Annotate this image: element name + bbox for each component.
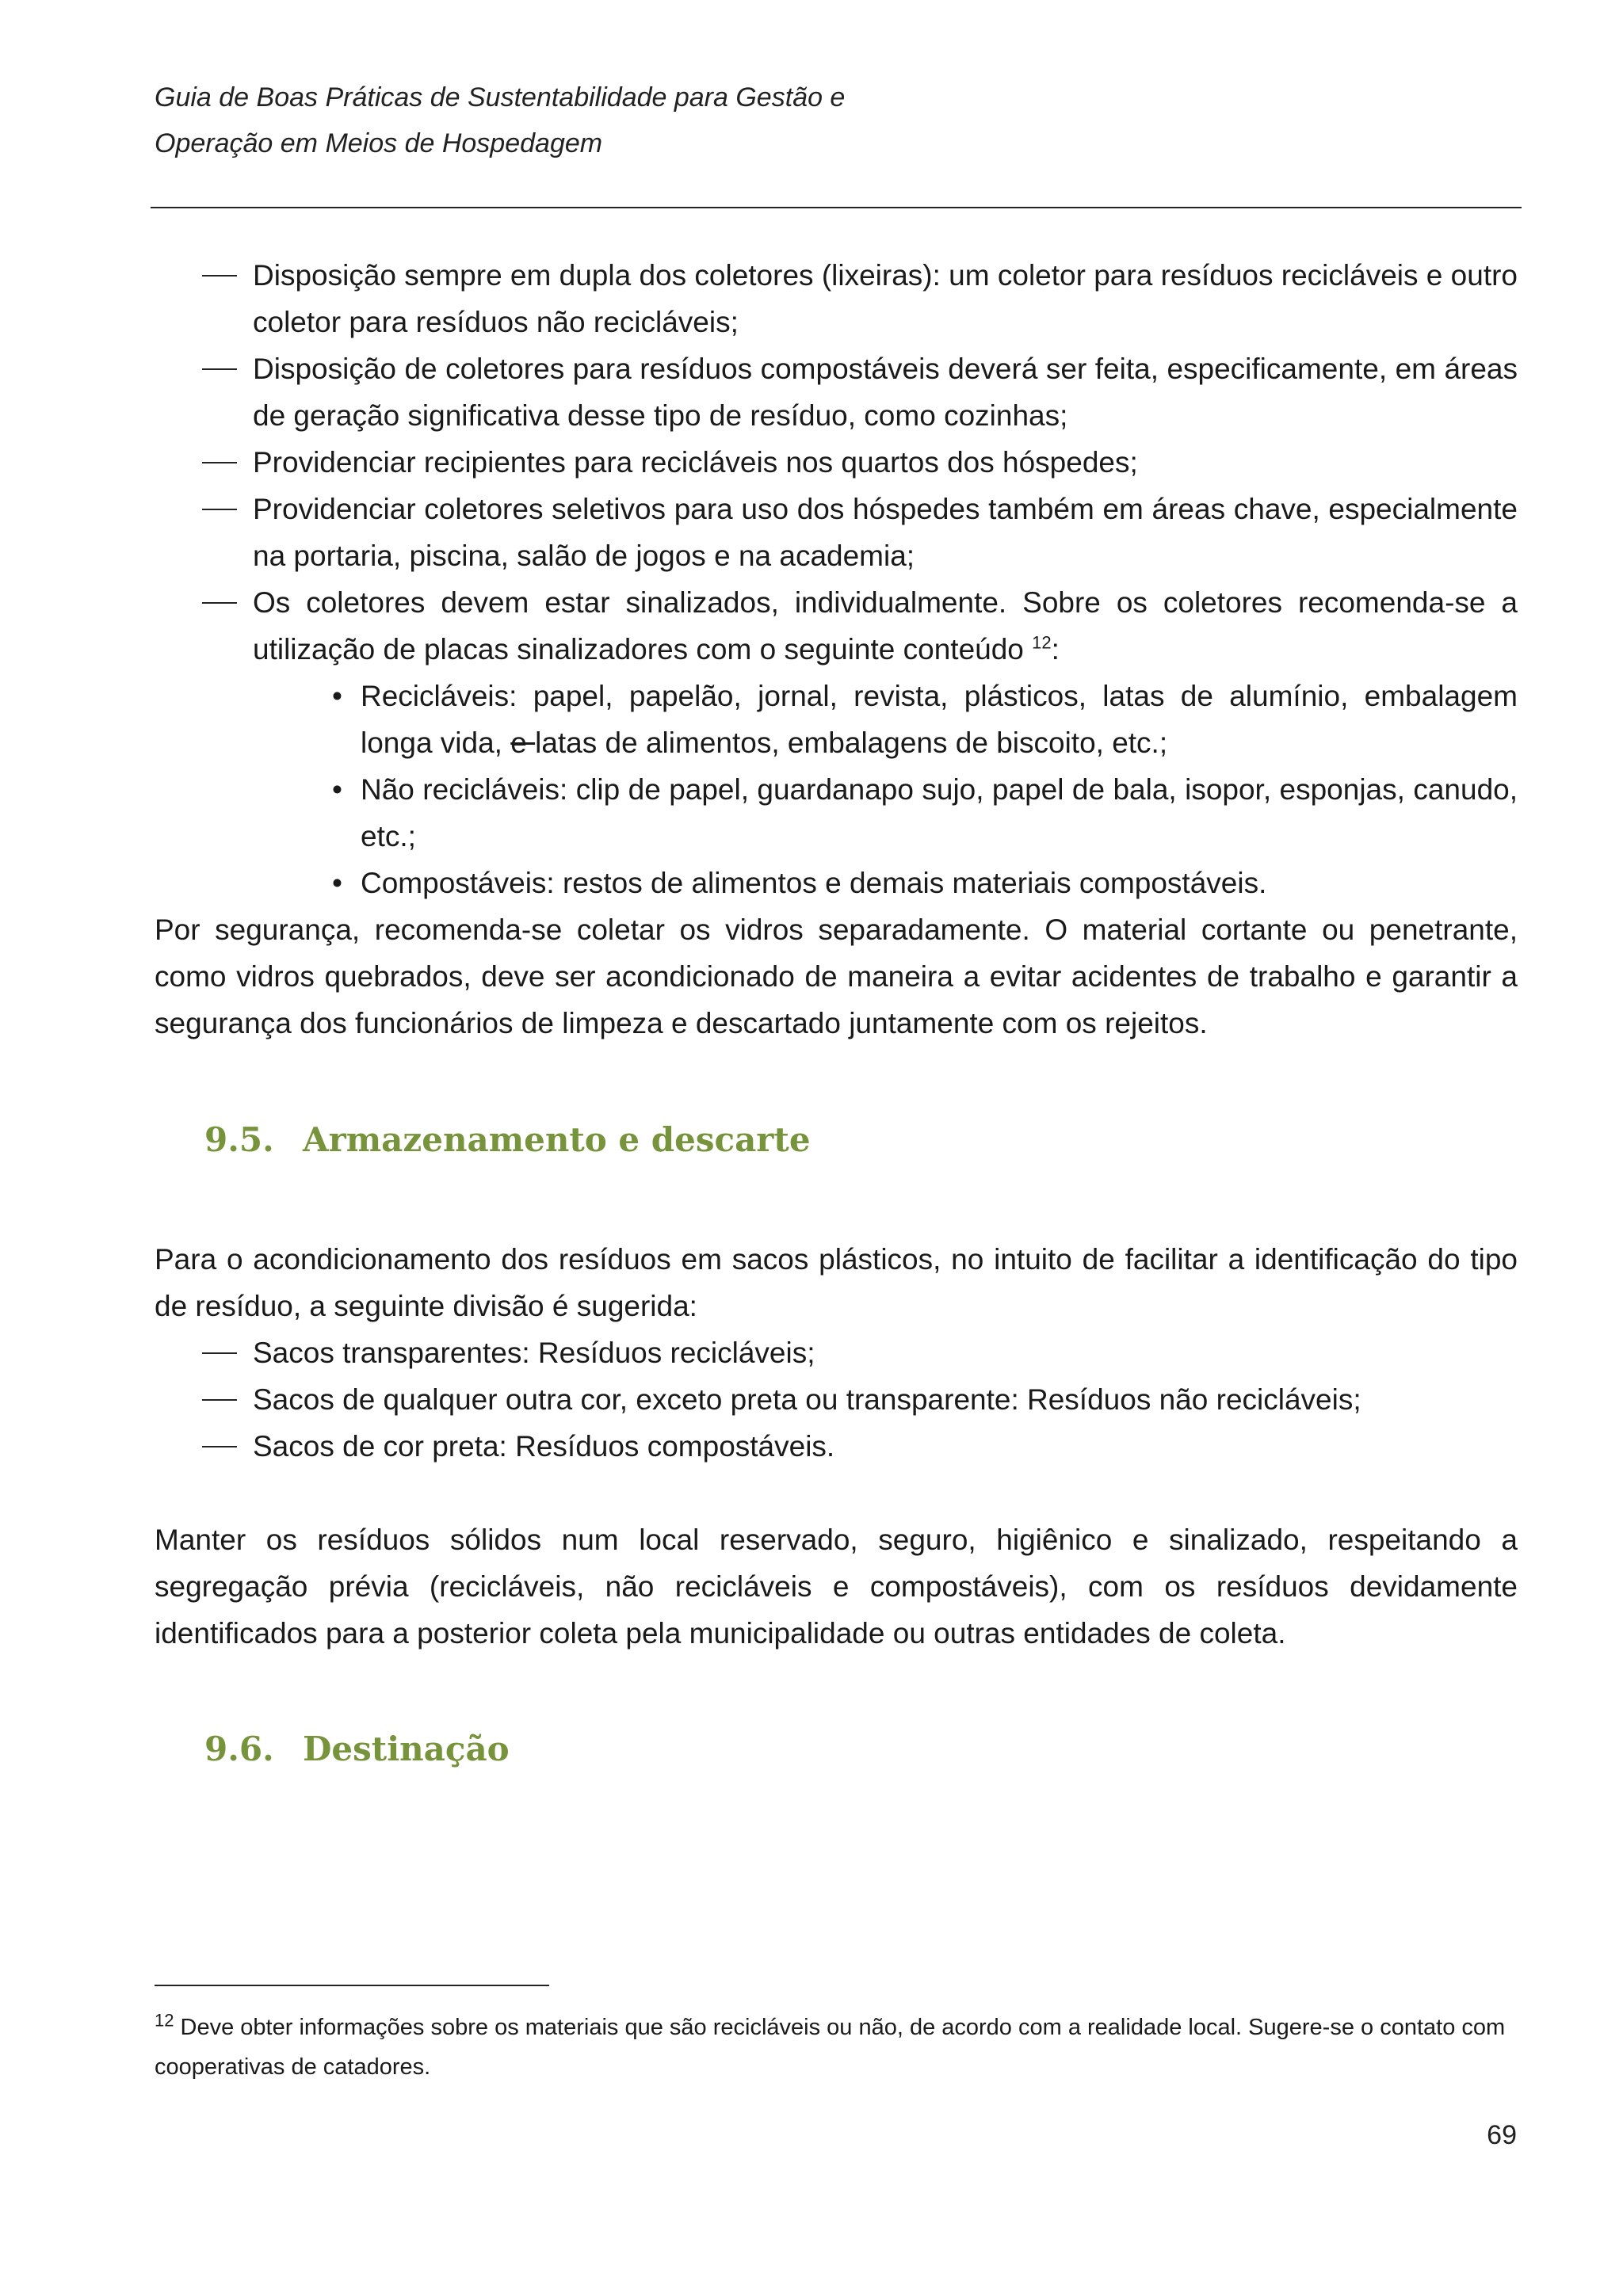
sign-content-list — [253, 673, 1518, 906]
sub-list-item-compostables — [332, 860, 1518, 906]
sub-list-text: Compostáveis: restos de alimentos e demais materiais compostáveis. — [361, 867, 1267, 899]
list-item-text: Sacos de cor preta: Resíduos compostáveis. — [253, 1430, 835, 1463]
sub-list-text: Não recicláveis: clip de papel, guardanapo sujo, papel de bala, isopor, esponjas, canudo, etc.; — [361, 773, 1518, 852]
sub-list-text: Recicláveis: papel, papelão, jornal, revista, plásticos, latas de alumínio, embalagem longa vida, — [361, 680, 1518, 759]
running-header — [155, 74, 845, 166]
section-number: 9.6. — [204, 1730, 274, 1768]
dash-bullet-icon — [202, 368, 237, 370]
list-item — [202, 486, 1518, 579]
dash-bullet-icon — [202, 1446, 237, 1447]
list-item — [202, 1329, 1518, 1376]
collector-guidelines-list — [202, 252, 1518, 906]
footnote-reference[interactable]: 12 — [1032, 632, 1052, 653]
list-item — [202, 579, 1518, 906]
bullet-icon: • — [332, 680, 342, 712]
paragraph-safety: Por segurança, recomenda-se coletar os vidros separadamente. O material cortante ou penetrante, como vidros quebrados, deve ser acondicionado de maneira a evitar acidentes de trabalho e garantir a segurança dos funcionários de limpeza e descartado juntamente com os rejeitos. — [155, 913, 1518, 1039]
paragraph-storage: Manter os resíduos sólidos num local reservado, seguro, higiênico e sinalizado, respeitando a segregação prévia (recicláveis, não recicláveis e compostáveis), com os resíduos devidamente identificados para a posterior coleta pela municipalidade ou outras entidades de coleta. — [155, 1524, 1518, 1650]
list-item-text: Sacos transparentes: Resíduos recicláveis; — [253, 1337, 815, 1369]
header-line-1: Guia de Boas Práticas de Sustentabilidade para Gestão e — [155, 82, 846, 113]
footnote-number: 12 — [155, 2010, 174, 2031]
section-title: Armazenamento e descarte — [303, 1120, 811, 1159]
sub-list-text: latas de alimentos, embalagens de biscoito, etc.; — [535, 727, 1168, 759]
sub-list-item-recyclables — [332, 673, 1518, 766]
list-item — [202, 345, 1518, 439]
list-item-text: Providenciar recipientes para recicláveis nos quartos dos hóspedes; — [253, 446, 1138, 479]
list-item-text: Os coletores devem estar sinalizados, individualmente. Sobre os coletores recomenda-se a utilização de placas sinalizadores com o seguinte conteúdo — [253, 586, 1518, 666]
struck-text: e — [510, 727, 536, 759]
dash-bullet-icon — [202, 1399, 237, 1401]
footnote — [155, 2008, 1518, 2087]
list-item — [202, 1423, 1518, 1470]
bullet-icon: • — [332, 773, 342, 806]
dash-bullet-icon — [202, 275, 237, 277]
dash-bullet-icon — [202, 462, 237, 463]
list-item-text: Providenciar coletores seletivos para uso dos hóspedes também em áreas chave, especialmente na portaria, piscina, salão de jogos e na academia; — [253, 493, 1518, 572]
page-number: 69 — [1487, 2120, 1517, 2150]
sub-list-item-non-recyclables — [332, 766, 1518, 860]
list-item-text: Sacos de qualquer outra cor, exceto preta ou transparente: Resíduos não recicláveis; — [253, 1383, 1361, 1416]
header-line-2: Operação em Meios de Hospedagem — [155, 128, 603, 158]
section-heading-9-5 — [204, 1118, 811, 1162]
paragraph-bags: Para o acondicionamento dos resíduos em sacos plásticos, no intuito de facilitar a identificação do tipo de resíduo, a seguinte divisão é sugerida: — [155, 1243, 1518, 1322]
bag-colors-list — [202, 1329, 1518, 1470]
section-number: 9.5. — [204, 1120, 274, 1159]
list-item — [202, 1376, 1518, 1423]
section-title: Destinação — [303, 1730, 510, 1768]
dash-bullet-icon — [202, 509, 237, 510]
list-item-text: Disposição sempre em dupla dos coletores (lixeiras): um coletor para resíduos recicláveis e outro coletor para resíduos não recicláveis; — [253, 259, 1518, 338]
header-divider — [151, 207, 1522, 208]
footnote-text: Deve obter informações sobre os materiais que são recicláveis ou não, de acordo com a realidade local. Sugere-se o contato com cooperativas de catadores. — [155, 2015, 1506, 2080]
list-item-suffix: : — [1051, 633, 1060, 666]
list-item — [202, 252, 1518, 345]
bullet-icon: • — [332, 867, 342, 899]
list-item — [202, 439, 1518, 486]
dash-bullet-icon — [202, 1352, 237, 1354]
list-item-text: Disposição de coletores para resíduos compostáveis deverá ser feita, especificamente, em áreas de geração significativa desse tipo de resíduo, como cozinhas; — [253, 353, 1518, 432]
section-heading-9-6 — [204, 1727, 510, 1772]
dash-bullet-icon — [202, 602, 237, 604]
footnote-divider — [155, 1985, 549, 1986]
